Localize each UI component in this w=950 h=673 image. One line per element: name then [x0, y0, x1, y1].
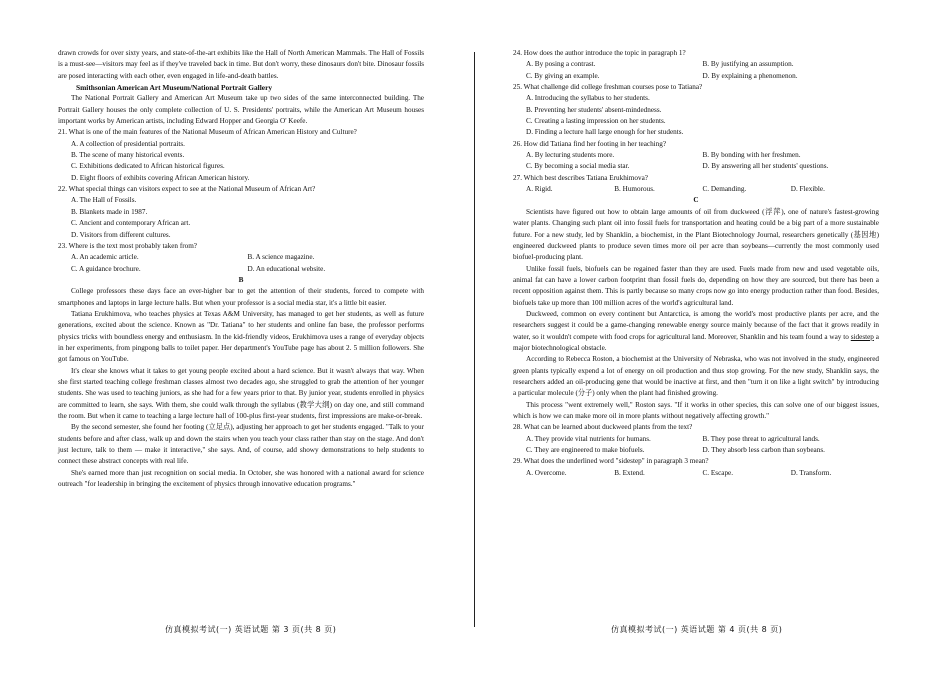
question-22: 22. What special things can visitors expect to see at the National Museum of African Art?	[58, 185, 316, 194]
option: D. By answering all her students' questions.	[702, 162, 829, 171]
option: B. Humorous.	[614, 185, 655, 194]
question-23-options	[71, 252, 424, 275]
option: D. They absorb less carbon than soybeans.	[702, 446, 825, 455]
passage-b-paragraph: Tatiana Erukhimova, who teaches physics at Texas A&M University, has managed to get her students, as well as future generations, excited about the science. Known as "Dr. Tatiana" to her students and online fan base, the professor performs physics tricks with boundless energy and enthusiasm. In the kid-friendly videos, Erukhimova uses a range of everyday objects in her experiments, from pingpong balls to toilet paper. Her department's YouTube page has about 2. 5 million followers. She got famous on YouTube.	[58, 309, 424, 364]
passage-c-paragraph: Unlike fossil fuels, biofuels can be regained faster than they are used. Fuels made from new and used vegetable oils, animal fat can have a lower carbon footprint than fossil fuels do, depending on how they are sourced, but there has been a recent opposition against them. This is partly because so many crops now go into energy production rather than food. Besides, biofuels take up more than 100 million acres of the world's agricultural land.	[513, 264, 879, 307]
option: B. Preventing her students' absent-mindedness.	[526, 105, 662, 114]
passage-b-paragraph: It's clear she knows what it takes to get young people excited about a hard science. But it wasn't always that way. When she first started teaching college freshman classes almost two decades ago, she struggled to grab the attention of her younger students. She was used to teaching juniors, as she had for a few years prior to that. By junior year, students enrolled in physics are committed to learn, she says. With them, she could walk through the syllabus (教学大纲) on day one, and still command the room. But when it came to teaching a large lecture hall of 100-plus first-year students, first impressions are make-or-break.	[58, 366, 424, 420]
option: A. An academic article.	[71, 253, 139, 262]
option: A. They provide vital nutrients for humans.	[526, 434, 651, 443]
option: C. A guidance brochure.	[71, 264, 141, 273]
question-25-options	[526, 93, 879, 138]
option: B. They pose threat to agricultural lands.	[702, 434, 820, 443]
question-26-options	[526, 150, 879, 173]
question-27: 27. Which best describes Tatiana Erukhimova?	[513, 173, 648, 182]
page-footer-right: 仿真模拟考试(一) 英语试题 第 4 页(共 8 页)	[611, 625, 783, 634]
passage-c-paragraph: Scientists have figured out how to obtain large amounts of oil from duckweed (浮萍), one of nature's fastest-growing water plants. Changing such plant oil into fossil fuels for transportation and heating could be a big part of a more sustainable future. For a new study, led by Shanklin, a biochemist, in the Plant Biotechnology Journal, researchers genetically (基因地) engineered duckweed plants to produce seven times more oil per acre than soybeans—currently the most commonly used biofuel-producing plant.	[513, 207, 879, 262]
intro-paragraph: drawn crowds for over sixty years, and state-of-the-art exhibits like the Hall of North American Mammals. The Hall of Fossils is a must-see—visitors may feel as if they've traveled back in time. But don't worry, these dinosaurs don't bite. Dinosaur fossils are posed interacting with each other, even engaged in life-and-death battles.	[58, 49, 424, 80]
question-29: 29. What does the underlined word "sidestep" in paragraph 3 mean?	[513, 457, 709, 466]
paragraph-text: a major biotechnological obstacle.	[513, 332, 879, 352]
option: A. By lecturing students more.	[526, 151, 615, 160]
option: C. Exhibitions dedicated to African historical figures.	[71, 162, 225, 171]
underlined-word: sidestep	[850, 332, 874, 341]
museum-paragraph: The National Portrait Gallery and American Art Museum take up two sides of the same interconnected building. The Portrait Gallery houses the only complete collection of U. S. Presidents' portraits, while the American Art Museum houses important works by American artists, including Edward Hopper and Georgia O' Keefe.	[58, 94, 424, 126]
option: D. Visitors from different cultures.	[71, 230, 171, 239]
right-page	[513, 48, 879, 479]
option: D. By explaining a phenomenon.	[702, 71, 798, 80]
option: C. By becoming a social media star.	[526, 162, 630, 171]
option: C. Escape.	[702, 468, 734, 477]
passage-b-paragraph: College professors these days face an ever-higher bar to get the attention of their students, forced to compete with smartphones and laptops in large lecture halls. But when your professor is a social media star, it's a little bit easier.	[58, 287, 424, 307]
option: C. By giving an example.	[526, 71, 600, 80]
question-27-options	[526, 184, 879, 195]
option: B. A science magazine.	[247, 253, 315, 262]
question-26: 26. How did Tatiana find her footing in her teaching?	[513, 139, 667, 148]
option: A. The Hall of Fossils.	[71, 196, 137, 205]
option: A. Introducing the syllabus to her students.	[526, 94, 650, 103]
option: D. Eight floors of exhibits covering African American history.	[71, 173, 250, 182]
section-b-heading: B	[238, 275, 244, 284]
passage-b-paragraph: She's earned more than just recognition on social media. In October, she was honored with a national award for science outreach "for leadership in bringing the excitement of physics through innovative education programs."	[58, 468, 424, 489]
passage-c-paragraph: This process "went extremely well," Roston says. "If it works in other species, this can solve one of our biggest issues, which is how we can make more oil in more plants without negatively affecting growth."	[513, 400, 879, 420]
question-29-options	[526, 468, 879, 479]
question-28-options	[526, 434, 879, 457]
question-21-options	[71, 139, 424, 184]
option: C. Creating a lasting impression on her students.	[526, 117, 666, 126]
section-c-heading: C	[693, 196, 699, 205]
museum-heading: Smithsonian American Art Museum/National Portrait Gallery	[76, 83, 273, 93]
option: B. Blankets made in 1987.	[71, 207, 148, 216]
option: D. Transform.	[790, 468, 832, 477]
passage-b-paragraph: By the second semester, she found her footing (立足点), adjusting her approach to get her students engaged. "Talk to your students before and after class, walk up and down the stairs when you teach your class rather than stay on the stage. And don't just lecture, talk to them — make it interactive," she says. And, of course, add showy demonstrations to help students to connect these abstract concepts with real life.	[58, 423, 424, 466]
option: D. An educational website.	[247, 264, 326, 273]
option: B. By justifying an assumption.	[702, 60, 794, 69]
option: A. Rigid.	[526, 185, 553, 194]
option: C. Demanding.	[702, 185, 747, 194]
question-25: 25. What challenge did college freshman courses pose to Tatiana?	[513, 83, 703, 92]
page-divider	[474, 52, 475, 627]
paragraph-text: Duckweed, common on every continent but Antarctica, is among the world's most productive plants per acre, and the researchers suggest it could be a game-changing renewable energy source mainly because of the fact that it grows readily in water, so it wouldn't compete with food crops for agricultural land. Moreover, Shanklin and his team found a way to	[513, 309, 879, 341]
question-22-options	[71, 195, 424, 240]
question-24-options	[526, 59, 879, 82]
option: D. Flexible.	[790, 185, 825, 194]
passage-c-paragraph: According to Rebecca Roston, a biochemist at the University of Nebraska, who was not involved in the study, engineered green plants typically expend a lot of energy on oil production and thus stop growing. For the new study, Shanklin says, the researchers added an oil-producing gene that would be inactive at first, and then "turn it on like a light switch" by introducing a particular molecule (分子) only when the plant had finished growing.	[513, 355, 879, 398]
option: D. Finding a lecture hall large enough for her students.	[526, 128, 684, 137]
page-footer-left: 仿真模拟考试(一) 英语试题 第 3 页(共 8 页)	[165, 625, 337, 634]
question-21: 21. What is one of the main features of the National Museum of African American History and Culture?	[58, 128, 357, 137]
passage-c-paragraph	[513, 309, 879, 354]
option: C. Ancient and contemporary African art.	[71, 219, 191, 228]
option: C. They are engineered to make biofuels.	[526, 446, 645, 455]
left-page	[58, 48, 424, 490]
question-24: 24. How does the author introduce the topic in paragraph 1?	[513, 49, 686, 57]
option: A. By posing a contrast.	[526, 60, 596, 69]
option: A. Overcome.	[526, 468, 567, 477]
option: A. A collection of presidential portraits.	[71, 139, 185, 148]
option: B. The scene of many historical events.	[71, 151, 185, 160]
question-28: 28. What can be learned about duckweed plants from the text?	[513, 423, 693, 432]
option: B. Extend.	[614, 468, 645, 477]
option: B. By bonding with her freshmen.	[702, 151, 801, 160]
question-23: 23. Where is the text most probably taken from?	[58, 241, 197, 250]
